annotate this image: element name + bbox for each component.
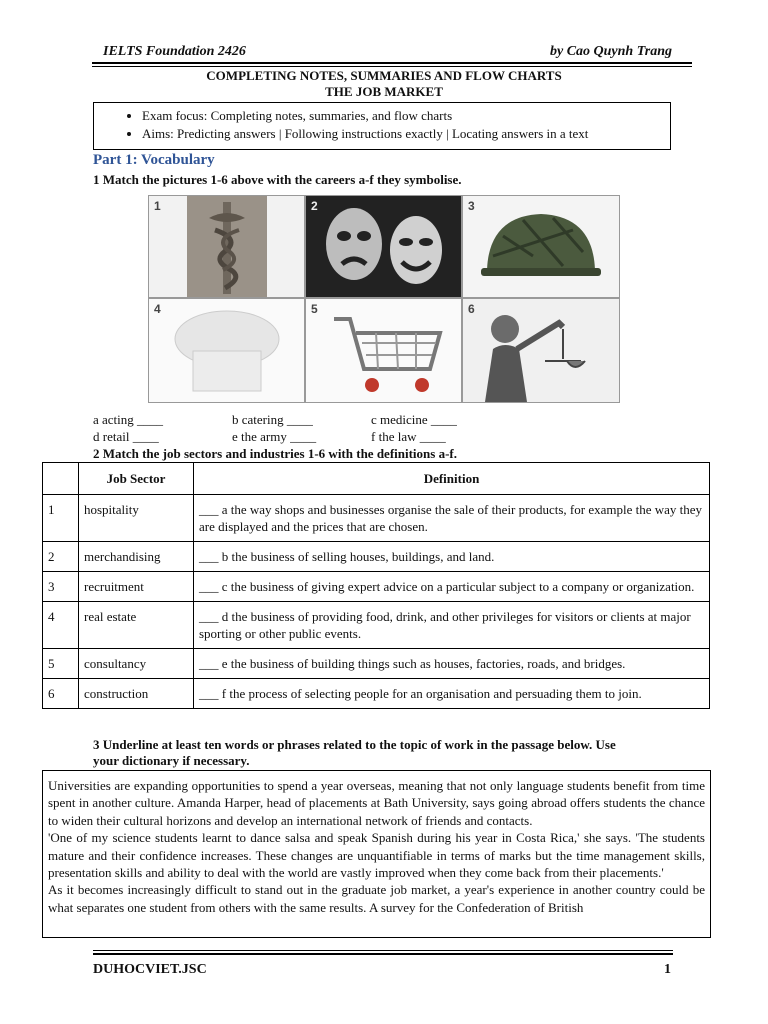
header-course-title: IELTS Foundation 2426 bbox=[103, 44, 246, 59]
shopping-cart-icon bbox=[306, 299, 461, 402]
table-row bbox=[43, 572, 710, 602]
aims-bullet: • Aims: Predicting answers | Following instructions exactly | Locating answers in a text bbox=[142, 125, 670, 143]
picture-number: 1 bbox=[154, 199, 161, 213]
table-row bbox=[43, 495, 710, 542]
picture-number: 3 bbox=[468, 199, 475, 213]
row-sector: real estate bbox=[79, 602, 194, 649]
page-number: 1 bbox=[664, 962, 671, 977]
question-1: 1 Match the pictures 1-6 above with the careers a-f they symbolise. bbox=[93, 172, 462, 187]
row-number: 2 bbox=[43, 542, 79, 572]
row-number: 3 bbox=[43, 572, 79, 602]
picture-army-helmet bbox=[462, 195, 620, 298]
table-header-num bbox=[43, 463, 79, 495]
table-row bbox=[43, 649, 710, 679]
table-row bbox=[43, 679, 710, 709]
question-3-line1: 3 Underline at least ten words or phrases related to the topic of work in the passage below. Use bbox=[93, 737, 616, 752]
row-definition: ___ e the business of building things such as houses, factories, roads, and bridges. bbox=[194, 649, 710, 679]
picture-lady-justice bbox=[462, 298, 620, 403]
row-definition: ___ f the process of selecting people for an organisation and persuading them to join. bbox=[194, 679, 710, 709]
picture-number: 4 bbox=[154, 302, 161, 316]
table-header-definition: Definition bbox=[194, 463, 710, 495]
row-definition: ___ b the business of selling houses, buildings, and land. bbox=[194, 542, 710, 572]
reading-passage bbox=[42, 770, 711, 938]
row-sector: consultancy bbox=[79, 649, 194, 679]
picture-chef-hat bbox=[148, 298, 305, 403]
row-sector: construction bbox=[79, 679, 194, 709]
row-definition: ___ a the way shops and businesses organise the sale of their products, for example the way they are displayed and the prices that are chosen. bbox=[194, 495, 710, 542]
picture-caduceus bbox=[148, 195, 305, 298]
picture-theatre-masks bbox=[305, 195, 462, 298]
row-number: 4 bbox=[43, 602, 79, 649]
theatre-masks-icon bbox=[306, 196, 461, 297]
caduceus-icon bbox=[149, 196, 304, 297]
helmet-icon bbox=[463, 196, 619, 297]
picture-number: 2 bbox=[311, 199, 318, 213]
question-3-line2: your dictionary if necessary. bbox=[93, 753, 250, 768]
document-title: COMPLETING NOTES, SUMMARIES AND FLOW CHARTS bbox=[206, 68, 562, 83]
header-rule-thin bbox=[92, 66, 692, 67]
career-pictures-grid bbox=[148, 195, 620, 403]
picture-shopping-cart bbox=[305, 298, 462, 403]
row-number: 1 bbox=[43, 495, 79, 542]
career-b: b catering ____ bbox=[232, 412, 313, 427]
part1-heading: Part 1: Vocabulary bbox=[93, 152, 215, 168]
career-a: a acting ____ bbox=[93, 412, 164, 427]
picture-number: 6 bbox=[468, 302, 475, 316]
job-sector-table bbox=[42, 462, 710, 709]
career-f: f the law ____ bbox=[371, 429, 446, 444]
footer-rule-thin bbox=[93, 950, 673, 951]
passage-paragraph: 'One of my science students learnt to dance salsa and speak Spanish during his year in Costa Rica,' she says. 'The students mature and their confidence increases. These changes are unquantifiable in terms of marks but the time management skills, presentation skills and ability to deal with the world are vastly improved when they come back from their placements.' bbox=[48, 830, 705, 881]
career-c: c medicine ____ bbox=[371, 412, 457, 427]
row-sector: recruitment bbox=[79, 572, 194, 602]
picture-number: 5 bbox=[311, 302, 318, 316]
table-row bbox=[43, 542, 710, 572]
footer-rule bbox=[93, 953, 673, 955]
document-subtitle: THE JOB MARKET bbox=[325, 84, 443, 99]
question-2: 2 Match the job sectors and industries 1-6 with the definitions a-f. bbox=[93, 446, 457, 461]
passage-paragraph: As it becomes increasingly difficult to stand out in the graduate job market, a year's experience in another country could be what separates one student from others with the same results. A survey for the Confederation of British bbox=[48, 882, 705, 915]
row-sector: merchandising bbox=[79, 542, 194, 572]
career-e: e the army ____ bbox=[232, 429, 317, 444]
header-rule bbox=[92, 62, 692, 64]
table-header-row bbox=[43, 463, 710, 495]
exam-focus-box bbox=[93, 102, 671, 150]
exam-focus-bullet: • Exam focus: Completing notes, summaries, and flow charts bbox=[142, 107, 670, 125]
career-d: d retail ____ bbox=[93, 429, 159, 444]
table-row bbox=[43, 602, 710, 649]
passage-paragraph: Universities are expanding opportunities to spend a year overseas, meaning that not only language students benefit from time spent in another culture. Amanda Harper, head of placements at Bath University, says going abroad offers students the chance to widen their cultural horizons and develop an international network of friends and contacts. bbox=[48, 778, 705, 828]
row-definition: ___ d the business of providing food, drink, and other privileges for visitors or clients at major sporting or other public events. bbox=[194, 602, 710, 649]
chef-hat-icon bbox=[149, 299, 304, 402]
table-header-sector: Job Sector bbox=[79, 463, 194, 495]
row-definition: ___ c the business of giving expert advice on a particular subject to a company or organization. bbox=[194, 572, 710, 602]
footer-company: DUHOCVIET.JSC bbox=[93, 962, 207, 977]
header-author: by Cao Quynh Trang bbox=[549, 44, 672, 59]
row-number: 6 bbox=[43, 679, 79, 709]
row-sector: hospitality bbox=[79, 495, 194, 542]
scales-of-justice-icon bbox=[463, 299, 619, 402]
row-number: 5 bbox=[43, 649, 79, 679]
